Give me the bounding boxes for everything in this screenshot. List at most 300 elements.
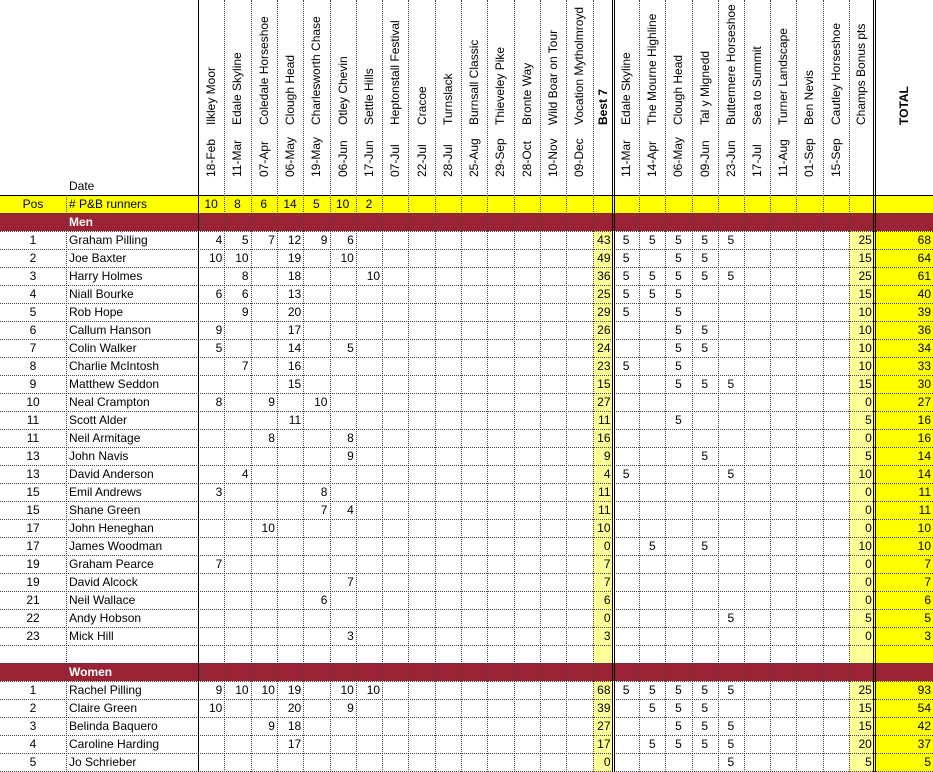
champs-points[interactable]	[692, 627, 718, 645]
row-position[interactable]: 5	[29, 305, 37, 319]
race-points[interactable]	[382, 231, 408, 249]
race-points[interactable]	[303, 339, 329, 357]
race-points[interactable]	[303, 627, 329, 645]
race-points[interactable]	[382, 375, 408, 393]
runner-name[interactable]: Neil Wallace	[69, 593, 136, 607]
race-points[interactable]	[382, 249, 408, 267]
champs-points[interactable]	[770, 357, 796, 375]
race-points[interactable]: 10	[314, 395, 328, 409]
champs-points[interactable]: 5	[648, 539, 656, 553]
bonus-points[interactable]: 0	[865, 629, 872, 643]
race-points[interactable]	[408, 447, 434, 465]
race-points[interactable]	[382, 735, 408, 753]
race-points[interactable]	[435, 285, 461, 303]
champs-points[interactable]	[692, 357, 718, 375]
race-points[interactable]	[435, 411, 461, 429]
race-points[interactable]	[514, 483, 540, 501]
race-points[interactable]	[566, 465, 592, 483]
race-points[interactable]	[540, 447, 566, 465]
champs-points[interactable]: 5	[727, 467, 735, 481]
champs-points[interactable]	[613, 573, 639, 591]
race-points[interactable]	[330, 591, 356, 609]
champs-points[interactable]: 5	[622, 269, 630, 283]
race-points[interactable]	[251, 555, 277, 573]
best7-points[interactable]: 26	[597, 323, 611, 337]
race-points[interactable]	[435, 753, 461, 771]
race-points[interactable]	[382, 483, 408, 501]
best7-points[interactable]: 27	[597, 719, 611, 733]
runner-name[interactable]: Callum Hanson	[69, 323, 152, 337]
champs-points[interactable]	[823, 393, 849, 411]
race-points[interactable]	[514, 681, 540, 699]
champs-points[interactable]	[796, 267, 822, 285]
race-points[interactable]	[251, 753, 277, 771]
race-points[interactable]	[461, 357, 487, 375]
champs-points[interactable]	[796, 537, 822, 555]
champs-points[interactable]	[718, 447, 744, 465]
race-points[interactable]	[435, 609, 461, 627]
race-points[interactable]	[540, 465, 566, 483]
champs-points[interactable]	[613, 717, 639, 735]
race-points[interactable]	[382, 411, 408, 429]
bonus-points[interactable]: 10	[858, 323, 872, 337]
bonus-points[interactable]: 5	[865, 755, 872, 769]
race-points[interactable]	[566, 393, 592, 411]
runner-name[interactable]: Rob Hope	[69, 305, 124, 319]
bonus-points[interactable]: 0	[865, 395, 872, 409]
bonus-points[interactable]: 10	[858, 359, 872, 373]
runners-count[interactable]: 5	[312, 197, 320, 211]
champs-points[interactable]	[770, 465, 796, 483]
champs-points[interactable]	[718, 501, 744, 519]
race-points[interactable]	[303, 447, 329, 465]
race-points[interactable]	[198, 375, 224, 393]
race-points[interactable]	[566, 735, 592, 753]
race-points[interactable]	[330, 411, 356, 429]
race-points[interactable]: 14	[287, 341, 302, 355]
row-position[interactable]: 6	[29, 323, 37, 337]
champs-points[interactable]: 5	[701, 683, 709, 697]
race-points[interactable]	[198, 537, 224, 555]
race-points[interactable]: 6	[215, 287, 223, 301]
race-points[interactable]: 19	[287, 683, 302, 697]
race-points[interactable]	[224, 573, 250, 591]
champs-points[interactable]	[718, 573, 744, 591]
race-points[interactable]	[540, 717, 566, 735]
race-points[interactable]	[224, 429, 250, 447]
race-points[interactable]	[356, 357, 382, 375]
total-points[interactable]: 16	[917, 413, 931, 427]
race-points[interactable]	[461, 555, 487, 573]
race-points[interactable]	[224, 501, 250, 519]
champs-points[interactable]	[613, 321, 639, 339]
race-points[interactable]	[251, 285, 277, 303]
row-position[interactable]: 19	[26, 557, 40, 571]
champs-points[interactable]	[796, 609, 822, 627]
champs-points[interactable]	[744, 519, 770, 537]
champs-points[interactable]: 5	[701, 719, 709, 733]
row-position[interactable]: 17	[26, 539, 40, 553]
race-points[interactable]	[540, 591, 566, 609]
champs-points[interactable]: 5	[675, 269, 682, 283]
race-points[interactable]: 20	[287, 701, 302, 715]
race-points[interactable]	[540, 303, 566, 321]
race-points[interactable]	[356, 321, 382, 339]
section-title[interactable]: Men	[69, 215, 93, 229]
champs-points[interactable]	[823, 267, 849, 285]
champs-points[interactable]	[823, 627, 849, 645]
champs-points[interactable]: 5	[727, 233, 735, 247]
champs-points[interactable]: 5	[675, 413, 682, 427]
race-points[interactable]	[251, 249, 277, 267]
row-position[interactable]: 8	[29, 359, 37, 373]
race-points[interactable]: 3	[347, 629, 354, 643]
race-points[interactable]	[303, 699, 329, 717]
champs-points[interactable]	[665, 447, 691, 465]
champs-points[interactable]	[770, 231, 796, 249]
race-points[interactable]	[461, 501, 487, 519]
race-points[interactable]	[487, 681, 513, 699]
champs-points[interactable]	[823, 609, 849, 627]
champs-points[interactable]	[770, 285, 796, 303]
race-points[interactable]	[382, 753, 408, 771]
total-points[interactable]: 5	[924, 755, 931, 769]
race-points[interactable]: 8	[215, 395, 223, 409]
champs-points[interactable]	[692, 285, 718, 303]
race-points[interactable]	[251, 321, 277, 339]
race-points[interactable]: 7	[320, 503, 328, 517]
race-points[interactable]	[461, 267, 487, 285]
champs-points[interactable]	[744, 753, 770, 771]
champs-points[interactable]	[744, 393, 770, 411]
race-points[interactable]	[330, 357, 356, 375]
race-points[interactable]: 6	[320, 593, 328, 607]
champs-points[interactable]	[613, 393, 639, 411]
champs-points[interactable]	[639, 501, 665, 519]
race-points[interactable]	[566, 303, 592, 321]
champs-points[interactable]	[796, 555, 822, 573]
race-points[interactable]	[514, 537, 540, 555]
champs-points[interactable]	[796, 717, 822, 735]
race-points[interactable]	[382, 447, 408, 465]
race-points[interactable]: 17	[287, 737, 302, 751]
race-points[interactable]	[356, 537, 382, 555]
race-points[interactable]	[566, 681, 592, 699]
total-points[interactable]: 37	[917, 737, 931, 751]
runners-label[interactable]: # P&B runners	[69, 197, 148, 211]
champs-points[interactable]: 5	[648, 683, 656, 697]
race-points[interactable]	[566, 609, 592, 627]
race-points[interactable]	[435, 303, 461, 321]
race-points[interactable]	[356, 249, 382, 267]
champs-points[interactable]	[823, 357, 849, 375]
champs-points[interactable]	[718, 555, 744, 573]
bonus-points[interactable]: 5	[865, 449, 872, 463]
champs-points[interactable]: 5	[622, 359, 630, 373]
race-points[interactable]	[277, 555, 303, 573]
race-points[interactable]	[382, 627, 408, 645]
champs-points[interactable]: 5	[727, 377, 735, 391]
race-points[interactable]	[382, 609, 408, 627]
bonus-points[interactable]: 0	[865, 431, 872, 445]
race-points[interactable]	[356, 285, 382, 303]
row-position[interactable]: 3	[29, 719, 37, 733]
race-points[interactable]	[487, 339, 513, 357]
champs-points[interactable]	[718, 483, 744, 501]
race-points[interactable]	[382, 591, 408, 609]
race-points[interactable]	[277, 483, 303, 501]
race-points[interactable]	[198, 573, 224, 591]
champs-points[interactable]	[613, 735, 639, 753]
champs-points[interactable]	[613, 501, 639, 519]
race-points[interactable]	[514, 501, 540, 519]
race-points[interactable]	[461, 321, 487, 339]
champs-points[interactable]	[613, 591, 639, 609]
row-position[interactable]: 11	[26, 413, 40, 427]
runners-count[interactable]	[487, 195, 513, 213]
race-points[interactable]	[356, 339, 382, 357]
champs-points[interactable]: 5	[727, 611, 735, 625]
champs-points[interactable]: 5	[622, 467, 630, 481]
race-points[interactable]	[303, 555, 329, 573]
runners-count[interactable]: 8	[234, 197, 241, 211]
race-points[interactable]	[487, 249, 513, 267]
champs-points[interactable]	[744, 573, 770, 591]
race-points[interactable]	[540, 555, 566, 573]
race-points[interactable]	[540, 429, 566, 447]
champs-points[interactable]	[823, 699, 849, 717]
race-points[interactable]	[356, 609, 382, 627]
race-points[interactable]: 7	[347, 575, 354, 589]
best7-points[interactable]: 23	[597, 359, 611, 373]
race-points[interactable]	[356, 753, 382, 771]
race-points[interactable]: 9	[215, 323, 223, 337]
champs-points[interactable]: 5	[701, 737, 709, 751]
race-points[interactable]	[251, 447, 277, 465]
race-points[interactable]: 9	[268, 395, 275, 409]
race-points[interactable]	[487, 465, 513, 483]
champs-points[interactable]	[692, 483, 718, 501]
champs-points[interactable]	[639, 591, 665, 609]
champs-points[interactable]	[744, 321, 770, 339]
race-points[interactable]	[566, 249, 592, 267]
race-points[interactable]	[540, 357, 566, 375]
race-points[interactable]	[330, 465, 356, 483]
champs-points[interactable]: 5	[675, 737, 682, 751]
champs-points[interactable]	[744, 249, 770, 267]
race-points[interactable]	[435, 681, 461, 699]
race-points[interactable]: 10	[261, 683, 275, 697]
champs-points[interactable]	[796, 321, 822, 339]
race-points[interactable]: 9	[215, 683, 223, 697]
race-points[interactable]	[356, 393, 382, 411]
race-points[interactable]	[514, 519, 540, 537]
race-points[interactable]	[487, 699, 513, 717]
champs-points[interactable]	[796, 483, 822, 501]
best7-points[interactable]: 0	[603, 539, 611, 553]
champs-points[interactable]	[744, 627, 770, 645]
race-points[interactable]	[487, 519, 513, 537]
champs-points[interactable]: 5	[675, 701, 682, 715]
race-points[interactable]	[356, 411, 382, 429]
race-points[interactable]: 10	[366, 269, 381, 283]
runner-name[interactable]: Jo Schrieber	[69, 755, 137, 769]
runner-name[interactable]: Neil Armitage	[69, 431, 141, 445]
race-points[interactable]	[277, 609, 303, 627]
race-points[interactable]	[408, 573, 434, 591]
champs-points[interactable]	[692, 591, 718, 609]
race-points[interactable]: 4	[215, 233, 223, 247]
champs-points[interactable]: 5	[675, 683, 682, 697]
race-points[interactable]	[382, 717, 408, 735]
race-points[interactable]	[356, 303, 382, 321]
race-points[interactable]	[277, 501, 303, 519]
race-points[interactable]	[408, 555, 434, 573]
race-points[interactable]	[435, 249, 461, 267]
race-points[interactable]	[303, 429, 329, 447]
race-points[interactable]	[330, 483, 356, 501]
champs-points[interactable]	[770, 699, 796, 717]
race-points[interactable]: 7	[241, 359, 249, 373]
champs-points[interactable]	[823, 321, 849, 339]
race-points[interactable]	[435, 537, 461, 555]
bonus-points[interactable]: 15	[858, 377, 872, 391]
race-points[interactable]	[514, 357, 540, 375]
race-points[interactable]	[435, 339, 461, 357]
race-points[interactable]	[566, 627, 592, 645]
race-points[interactable]: 5	[347, 341, 354, 355]
best7-points[interactable]: 43	[597, 233, 611, 247]
champs-points[interactable]	[744, 609, 770, 627]
race-points[interactable]	[566, 339, 592, 357]
race-points[interactable]	[408, 303, 434, 321]
race-points[interactable]	[303, 519, 329, 537]
champs-points[interactable]	[718, 249, 744, 267]
champs-points[interactable]	[796, 429, 822, 447]
race-points[interactable]	[277, 519, 303, 537]
race-points[interactable]	[540, 249, 566, 267]
champs-points[interactable]	[744, 591, 770, 609]
runner-name[interactable]: Colin Walker	[69, 341, 137, 355]
champs-points[interactable]: 5	[675, 323, 682, 337]
race-points[interactable]	[408, 609, 434, 627]
race-points[interactable]: 10	[366, 683, 381, 697]
champs-points[interactable]	[613, 627, 639, 645]
best7-points[interactable]: 0	[603, 611, 611, 625]
race-points[interactable]	[382, 681, 408, 699]
row-position[interactable]: 1	[29, 233, 37, 247]
champs-points[interactable]	[718, 537, 744, 555]
bonus-points[interactable]: 0	[865, 485, 872, 499]
champs-points[interactable]	[823, 231, 849, 249]
race-points[interactable]	[224, 609, 250, 627]
champs-points[interactable]	[770, 555, 796, 573]
race-points[interactable]	[408, 519, 434, 537]
champs-points[interactable]	[613, 483, 639, 501]
race-points[interactable]	[303, 411, 329, 429]
champs-points[interactable]	[613, 411, 639, 429]
champs-points[interactable]	[718, 285, 744, 303]
champs-points[interactable]	[613, 537, 639, 555]
race-points[interactable]	[408, 411, 434, 429]
race-points[interactable]	[198, 627, 224, 645]
bonus-points[interactable]: 0	[865, 593, 872, 607]
race-points[interactable]	[408, 753, 434, 771]
race-points[interactable]	[224, 555, 250, 573]
champs-points[interactable]	[796, 393, 822, 411]
champs-points[interactable]	[613, 753, 639, 771]
total-points[interactable]: 27	[917, 395, 931, 409]
race-points[interactable]	[277, 627, 303, 645]
race-points[interactable]	[382, 303, 408, 321]
race-points[interactable]	[330, 519, 356, 537]
race-points[interactable]	[540, 609, 566, 627]
champs-points[interactable]	[796, 573, 822, 591]
total-points[interactable]: 5	[924, 611, 931, 625]
champs-points[interactable]	[692, 573, 718, 591]
race-points[interactable]	[382, 573, 408, 591]
race-points[interactable]	[224, 699, 250, 717]
race-points[interactable]	[408, 591, 434, 609]
runner-name[interactable]: John Navis	[69, 449, 129, 463]
best7-points[interactable]: 11	[598, 503, 611, 517]
champs-points[interactable]: 5	[648, 233, 656, 247]
champs-points[interactable]	[692, 465, 718, 483]
race-points[interactable]	[330, 303, 356, 321]
race-points[interactable]: 10	[235, 251, 249, 265]
race-points[interactable]	[514, 753, 540, 771]
race-points[interactable]: 9	[347, 449, 354, 463]
champs-points[interactable]	[744, 681, 770, 699]
champs-points[interactable]	[639, 717, 665, 735]
champs-points[interactable]: 5	[701, 539, 709, 553]
race-points[interactable]: 10	[340, 683, 354, 697]
champs-points[interactable]: 5	[622, 233, 630, 247]
champs-points[interactable]	[665, 555, 691, 573]
champs-points[interactable]: 5	[675, 719, 682, 733]
race-points[interactable]	[461, 249, 487, 267]
race-points[interactable]	[461, 573, 487, 591]
champs-points[interactable]	[744, 267, 770, 285]
race-points[interactable]	[330, 753, 356, 771]
race-points[interactable]	[303, 267, 329, 285]
champs-points[interactable]	[823, 285, 849, 303]
runner-name[interactable]: John Heneghan	[69, 521, 154, 535]
champs-points[interactable]	[718, 321, 744, 339]
race-points[interactable]	[514, 555, 540, 573]
race-points[interactable]	[224, 483, 250, 501]
race-points[interactable]	[356, 519, 382, 537]
race-points[interactable]	[514, 429, 540, 447]
race-points[interactable]	[277, 465, 303, 483]
race-points[interactable]	[382, 501, 408, 519]
champs-points[interactable]: 5	[648, 737, 656, 751]
champs-points[interactable]	[718, 627, 744, 645]
champs-points[interactable]: 5	[648, 701, 656, 715]
total-points[interactable]: 16	[917, 431, 931, 445]
champs-points[interactable]	[823, 429, 849, 447]
race-points[interactable]: 19	[287, 251, 302, 265]
race-points[interactable]	[408, 681, 434, 699]
champs-points[interactable]	[823, 591, 849, 609]
race-points[interactable]	[487, 735, 513, 753]
race-points[interactable]	[566, 537, 592, 555]
champs-points[interactable]: 5	[675, 305, 682, 319]
race-points[interactable]	[435, 375, 461, 393]
race-points[interactable]	[566, 267, 592, 285]
bonus-points[interactable]: 15	[858, 701, 872, 715]
race-points[interactable]	[461, 339, 487, 357]
